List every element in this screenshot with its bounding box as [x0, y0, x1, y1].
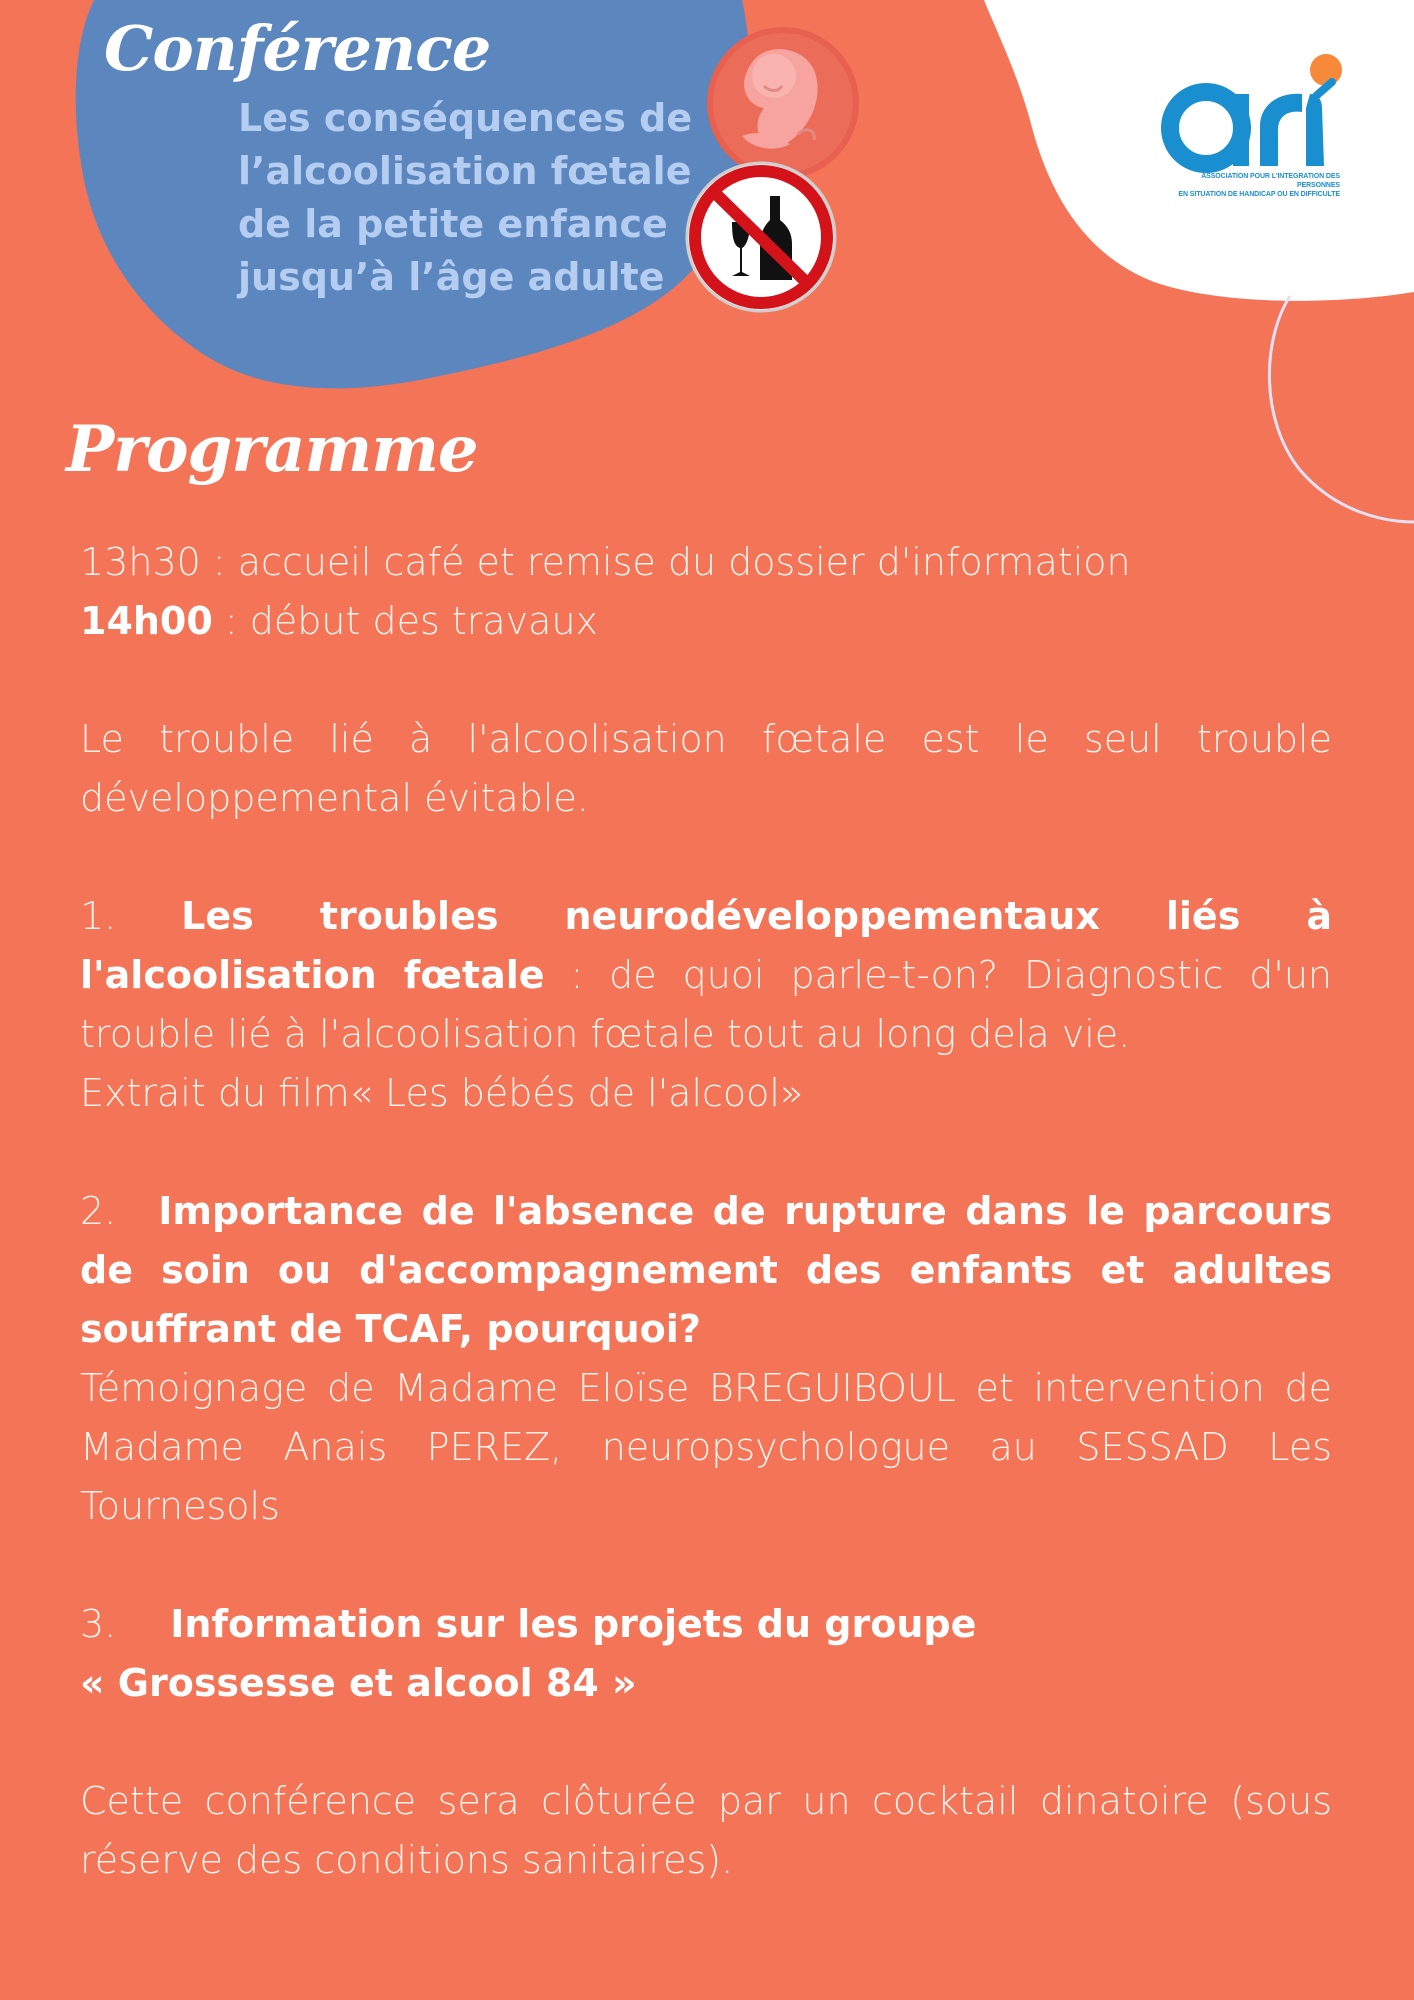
- item-2-title-block: [80, 1182, 1332, 1359]
- logo-tagline-line: EN SITUATION DE HANDICAP OU EN DIFFICULTE: [1178, 191, 1340, 198]
- schedule-text: début des travaux: [249, 599, 599, 643]
- conference-title: Conférence: [104, 12, 491, 85]
- item-2-detail: Témoignage de Madame Eloïse BREGUIBOUL et intervention de Madame Anais PEREZ, neuropsychologue au SESSAD Les Tournesols: [80, 1366, 1332, 1528]
- schedule-item: 14h00 : début des travaux: [80, 599, 599, 643]
- no-alcohol-icon: [684, 160, 838, 314]
- subtitle-line: Les conséquences de: [238, 96, 693, 140]
- closing-paragraph: Cette conférence sera clôturée par un cocktail dinatoire (sous réserve des conditions sanitaires).: [80, 1779, 1332, 1882]
- conference-subtitle: [238, 92, 698, 304]
- subtitle-line: jusqu’à l’âge adulte: [238, 255, 665, 299]
- schedule-time: 14h00: [80, 599, 213, 643]
- subtitle-line: de la petite enfance: [238, 202, 668, 246]
- schedule-item: 13h30 : accueil café et remise du dossier d'information: [80, 540, 1131, 584]
- item-3-title-cont: « Grossesse et alcool 84 »: [80, 1661, 637, 1705]
- item-2-title: Importance de l'absence de rupture dans le parcours de soin ou d'accompagnement des enfants et adultes souffrant de TCAF, pourquoi?: [80, 1189, 1332, 1351]
- item-1-title-line: [80, 887, 1332, 946]
- schedule-text: accueil café et remise du dossier d'information: [237, 540, 1131, 584]
- programme-content: [80, 533, 1332, 1890]
- fetus-icon: [706, 26, 860, 180]
- subtitle-line: l’alcoolisation fœtale: [238, 149, 692, 193]
- item-1-body: [80, 946, 1332, 1064]
- item-3-title: Information sur les projets du groupe: [170, 1602, 977, 1646]
- item-1-description: : de quoi parle-t-on? Diagnostic d'un trouble lié à l'alcoolisation fœtale tout au long dela vie.: [80, 953, 1332, 1056]
- programme-heading: Programme: [66, 412, 478, 487]
- item-number: 2.: [80, 1189, 117, 1233]
- schedule-time: 13h30: [80, 540, 201, 584]
- item-number: 3.: [80, 1602, 117, 1646]
- item-number: 1.: [80, 894, 117, 938]
- outline-curve: [1269, 296, 1414, 522]
- logo-tagline-line: ASSOCIATION POUR L'INTEGRATION DES PERSONNES: [1201, 173, 1340, 189]
- logo-tagline: [1160, 172, 1340, 199]
- item-1-title: Les troubles neurodéveloppementaux liés à: [181, 894, 1332, 938]
- item-3-title-line: [80, 1595, 1332, 1654]
- intro-paragraph: Le trouble lié à l'alcoolisation fœtale est le seul trouble développemental évitable.: [80, 717, 1332, 820]
- item-1-extra: Extrait du film« Les bébés de l'alcool»: [80, 1071, 804, 1115]
- item-1-title-cont: l'alcoolisation fœtale: [80, 953, 545, 997]
